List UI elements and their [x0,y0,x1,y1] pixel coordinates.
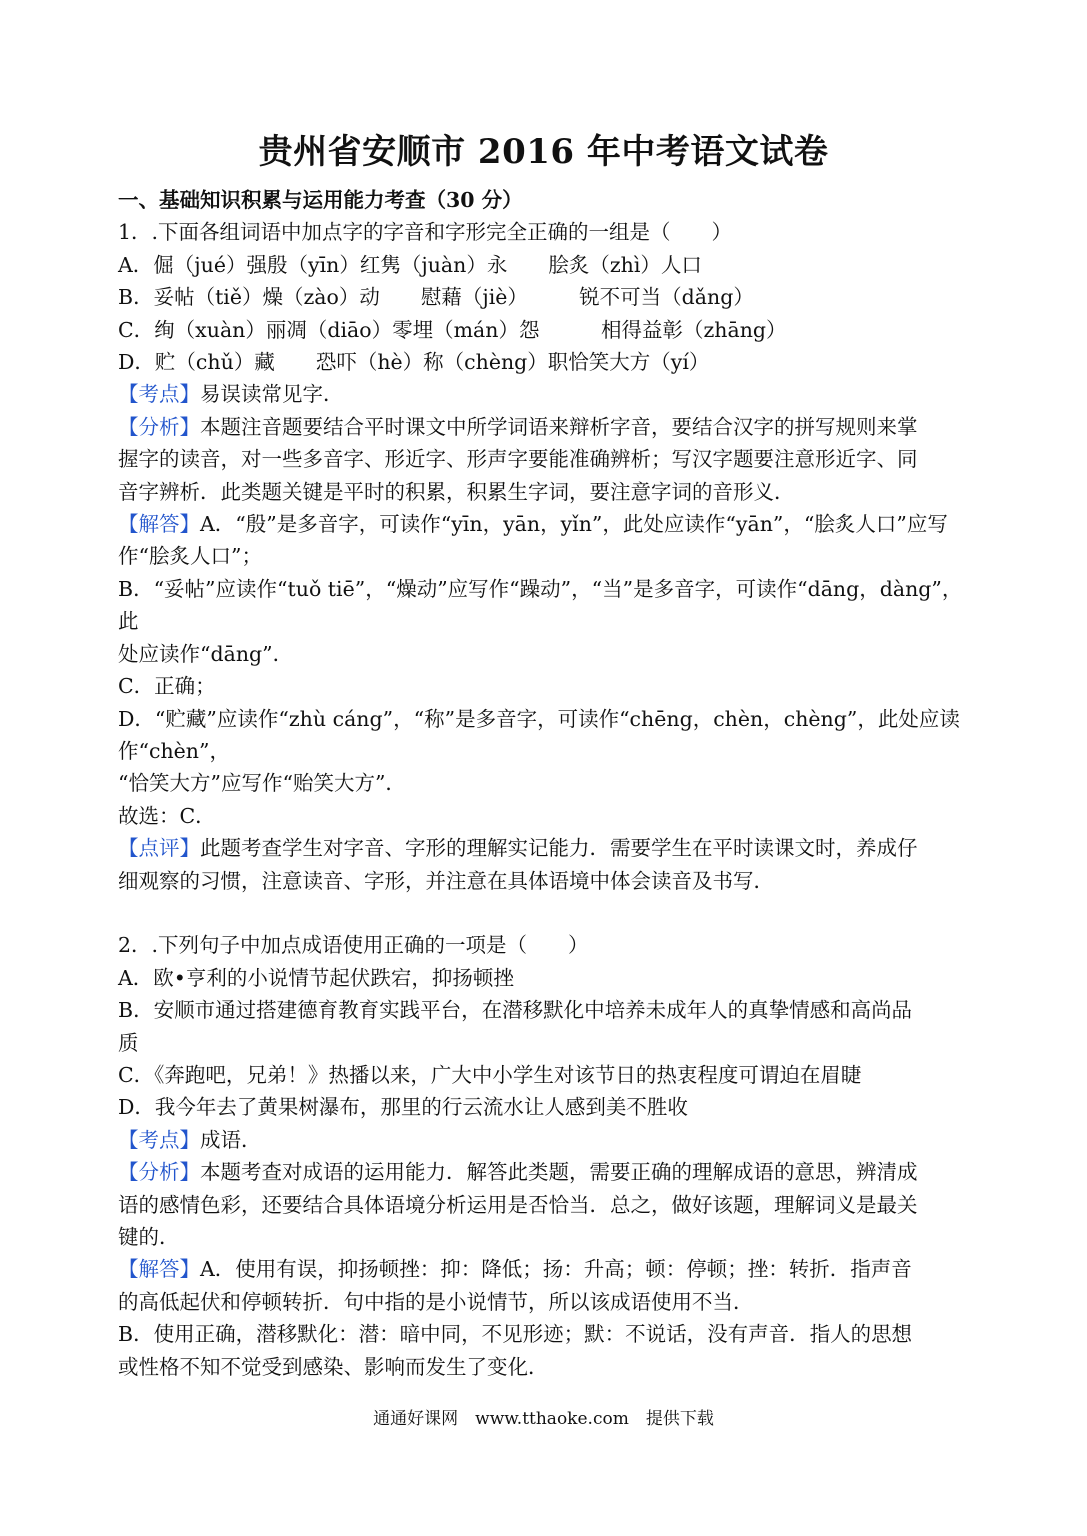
q1-dianping-cont: 细观察的习惯，注意读音、字形，并注意在具体语境中体会读音及书写． [118,868,774,893]
page-footer: 通通好课网 www.tthaoke.com 提供下载 [373,1409,714,1429]
q1-fenxi: 【分析】本题注音题要结合平时课文中所学词语来辩析字音，要结合汉字的拼写规则来掌 [118,414,918,439]
kaodian-tag: 【考点】 [118,382,200,407]
q1-jieda-cont: B．“妥帖”应读作“tuǒ tiē”，“燥动”应写作“躁动”，“当”是多音字，可读作“dāng，dàng”，此 [118,576,963,634]
q1-kaodian: 【考点】易误读常见字． [118,382,344,407]
q2-jieda: 【解答】A．使用有误，抑扬顿挫：抑：降低；扬：升高；顿：停顿；挫：转折．指声音 [118,1257,912,1282]
page-title: 贵州省安顺市 2016 年中考语文试卷 [258,132,829,172]
q1-option-d: D．贮（chǔ）藏 恐吓（hè）称（chèng）职恰笑大方（yí） [118,350,710,375]
q2-jieda-cont: B．使用正确，潜移默化：潜：暗中同，不见形迹；默：不说话，没有声音．指人的思想 [118,1322,913,1347]
q1-dianping: 【点评】此题考查学生对字音、字形的理解实记能力．需要学生在平时读课文时，养成仔 [118,836,918,861]
q2-fenxi-cont: 语的感情色彩，还要结合具体语境分析运用是否恰当．总之，做好该题，理解词义是最关 [118,1192,918,1217]
q1-jieda-cont: “恰笑大方”应写作“贻笑大方”． [118,771,406,796]
q2-option-b-cont: 质 [118,1030,139,1055]
q2-jieda-cont: 的高低起伏和停顿转折．句中指的是小说情节，所以该成语使用不当． [118,1289,754,1314]
question-1: 1．.下面各组词语中加点字的字音和字形完全正确的一组是（ ） [118,220,733,245]
q2-fenxi: 【分析】本题考查对成语的运用能力．解答此类题，需要正确的理解成语的意思，辨清成 [118,1160,918,1185]
q2-option-d: D．我今年去了黄果树瀑布，那里的行云流水让人感到美不胜收 [118,1095,688,1120]
q1-fenxi-cont: 握字的读音，对一些多音字、形近字、形声字要能准确辨析；写汉字题要注意形近字、同 [118,447,918,472]
q1-jieda-cont: C．正确； [118,674,216,699]
q1-option-c: C．绚（xuàn）丽凋（diāo）零埋（mán）怨 相得益彰（zhāng） [118,317,787,342]
q2-jieda-cont: 或性格不知不觉受到感染、影响而发生了变化． [118,1354,549,1379]
fenxi-tag: 【分析】 [118,1160,200,1185]
jieda-tag: 【解答】 [118,1257,200,1282]
kaodian-tag: 【考点】 [118,1127,200,1152]
q1-fenxi-cont: 音字辨析．此类题关键是平时的积累，积累生字词，要注意字词的音形义． [118,479,795,504]
q2-kaodian: 【考点】成语． [118,1127,262,1152]
dianping-tag: 【点评】 [118,836,200,861]
q2-option-b: B．安顺市通过搭建德育教育实践平台，在潜移默化中培养未成年人的真挚情感和高尚品 [118,998,913,1023]
question-2: 2．.下列句子中加点成语使用正确的一项是（ ） [118,933,589,958]
q2-option-a: A．欧•亨利的小说情节起伏跌宕，抑扬顿挫 [118,965,514,990]
section-heading: 一、基础知识积累与运用能力考查（30 分） [118,188,523,212]
q1-option-b: B．妥帖（tiě）燥（zào）动 慰藉（jiè） 锐不可当（dǎng） [118,285,754,310]
q1-jieda-cont: 处应读作“dāng”． [118,641,294,666]
spacer [118,897,970,929]
q1-jieda-cont: D．“贮藏”应读作“zhù cáng”，“称”是多音字，可读作“chēng，chèn，chèng”，此处应读作“chèn”， [118,706,960,763]
fenxi-tag: 【分析】 [118,414,200,439]
document-body [118,184,970,1383]
q1-answer: 故选：C． [118,803,216,828]
q1-jieda-cont: 作“脍炙人口”； [118,544,262,569]
q2-fenxi-cont: 键的． [118,1224,180,1249]
q1-jieda: 【解答】A．“殷”是多音字，可读作“yīn，yān，yǐn”，此处应读作“yān”，“脍炙人口”应写 [118,512,948,537]
q1-option-a: A．倔（jué）强殷（yīn）红隽（juàn）永 脍炙（zhì）人口 [118,252,702,277]
q2-option-c: C．《奔跑吧，兄弟！》热播以来，广大中小学生对该节日的热衷程度可谓迫在眉睫 [118,1062,862,1087]
jieda-tag: 【解答】 [118,512,200,537]
